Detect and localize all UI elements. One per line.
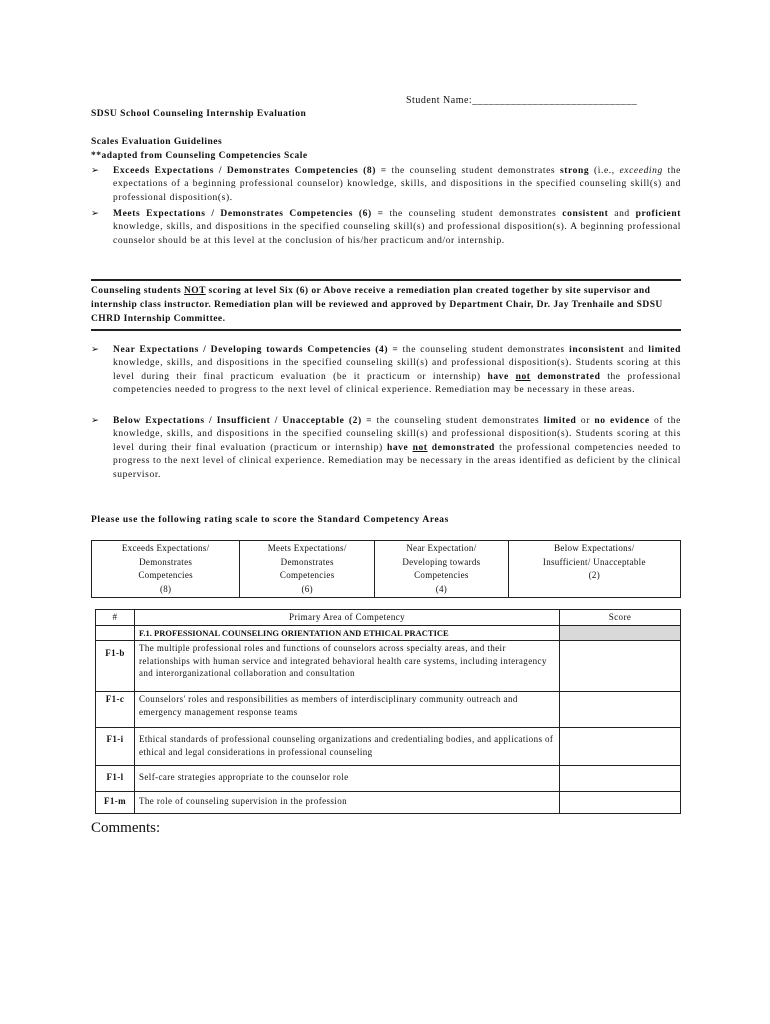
- scale-meets-l1: Meets Expectations/: [267, 543, 347, 553]
- near-text-2: and: [624, 345, 649, 355]
- row-id: F1-i: [96, 728, 135, 766]
- section-title-text: F.1. PROFESSIONAL COUNSELING ORIENTATION AND ETHICAL PRACTICE: [139, 627, 449, 638]
- scale-below-l2: Insufficient/ Unacceptable: [542, 556, 646, 567]
- row-id: F1-l: [96, 766, 135, 792]
- scale-exceeds-l3: Competencies: [138, 570, 193, 580]
- scale-meets-l4: (6): [301, 583, 313, 594]
- meets-consistent: consistent: [562, 209, 609, 219]
- near-demonstrated: demonstrated: [530, 371, 601, 382]
- near-have: have: [487, 371, 516, 382]
- remediation-notice: [91, 279, 681, 331]
- scale-below-l1: Below Expectations/: [554, 543, 635, 553]
- exceeds-text-1: the counseling student demonstrates: [386, 166, 560, 176]
- rating-scale-table: [91, 540, 681, 598]
- score-cell-f1i[interactable]: [560, 728, 681, 766]
- section-title: [135, 625, 560, 641]
- scale-exceeds-l2: Demonstrates: [139, 556, 193, 567]
- row-id: F1-m: [96, 792, 135, 814]
- near-not: not: [515, 371, 531, 382]
- meets-text-1: the counseling student demonstrates: [383, 209, 563, 219]
- scale-near-l2: Developing towards: [402, 556, 481, 567]
- col-header-area: Primary Area of Competency: [135, 610, 560, 626]
- below-text-4: the professional competencies needed to progress to the next level of clinical experience. Remediation may be necessary in the areas identified as deficient by the clinical supervisor.: [113, 442, 681, 480]
- scale-meets-l3: Competencies: [279, 570, 335, 580]
- score-cell-f1m[interactable]: [560, 792, 681, 814]
- scale-exceeds: [92, 541, 240, 598]
- notice-text-2: scoring at level Six (6) or Above receive a remediation plan created together by site supervisor and internship class instructor. Remediation plan will be reviewed and approved by Department Chair, Dr. Jay Trenhaile and SDSU CHRD Internship Committee.: [91, 286, 663, 324]
- scale-exceeds-l1: Exceeds Expectations/: [121, 543, 210, 553]
- score-cell-f1b[interactable]: [560, 641, 681, 692]
- table-row: [96, 728, 681, 766]
- score-cell-f1l[interactable]: [560, 766, 681, 792]
- row-text: The role of counseling supervision in the profession: [135, 792, 560, 814]
- exceeds-label: Exceeds Expectations / Demonstrates Competencies (8) =: [113, 166, 387, 176]
- scale-exceeds-l4: (8): [159, 583, 172, 594]
- col-header-id: #: [96, 610, 135, 626]
- below-have: have: [386, 442, 413, 453]
- scale-meets: [240, 541, 375, 598]
- below-text-2: or: [576, 416, 595, 426]
- bullet-meets: [91, 208, 681, 248]
- near-text-4: the professional competencies needed to progress to the next level of clinical experience. Remediation may be necessary in these areas.: [113, 371, 681, 396]
- scale-below-l3: (2): [588, 570, 601, 580]
- below-limited: limited: [543, 416, 577, 426]
- table-row: [96, 692, 681, 728]
- row-id: F1-b: [96, 641, 135, 692]
- score-cell-f1c[interactable]: [560, 692, 681, 728]
- arrow-bullet-icon: ➢: [91, 345, 100, 355]
- arrow-bullet-icon: ➢: [91, 416, 100, 426]
- near-inconsistent: inconsistent: [569, 345, 625, 355]
- comments-label: Comments:: [91, 820, 161, 836]
- below-text-1: the counseling student demonstrates: [372, 416, 544, 426]
- bullet-exceeds: [91, 165, 681, 205]
- row-id: F1-c: [96, 692, 135, 728]
- guidelines-heading: Scales Evaluation Guidelines: [91, 137, 223, 147]
- below-no-evidence: no evidence: [594, 416, 650, 426]
- near-text-1: the counseling student demonstrates: [398, 345, 570, 355]
- table-row: [96, 766, 681, 792]
- notice-text-1: Counseling students: [91, 286, 184, 296]
- below-label: Below Expectations / Insufficient / Unacceptable (2) =: [113, 416, 373, 426]
- scale-below: [508, 541, 680, 598]
- meets-proficient: proficient: [635, 209, 682, 219]
- section-id-cell: [96, 625, 135, 641]
- adapted-note: **adapted from Counseling Competencies Scale: [91, 151, 308, 161]
- notice-not: NOT: [183, 286, 206, 296]
- col-header-score: Score: [560, 610, 681, 626]
- below-demonstrated: demonstrated: [427, 442, 495, 453]
- exceeds-text-2: (i.e.,: [589, 166, 620, 176]
- arrow-bullet-icon: ➢: [91, 209, 100, 219]
- competency-table: [95, 609, 681, 814]
- row-text: Counselors' roles and responsibilities as members of interdisciplinary community outreach and emergency management response teams: [135, 692, 560, 728]
- exceeds-text-3: the expectations of a beginning professional counselor) knowledge, skills, and dispositions in the specified counseling skill(s) and professional disposition(s).: [113, 166, 682, 203]
- arrow-bullet-icon: ➢: [91, 166, 100, 176]
- below-not: not: [412, 442, 428, 453]
- meets-text-3: knowledge, skills, and dispositions in the specified counseling skill(s) and professional disposition(s). A beginning professional counselor should be at this level at the conclusion of his/her practicum and/or internship.: [113, 222, 681, 246]
- table-row: [96, 641, 681, 692]
- scale-near-l3: Competencies: [414, 570, 469, 580]
- row-text: Ethical standards of professional counseling organizations and credentialing bodies, and applications of ethical and legal considerations in professional counseling: [135, 728, 560, 766]
- table-row: [96, 792, 681, 814]
- bullet-below: [91, 415, 681, 482]
- row-text: Self-care strategies appropriate to the counselor role: [135, 766, 560, 792]
- scale-near-l4: (4): [435, 583, 448, 594]
- near-limited: limited: [648, 345, 681, 355]
- near-label: Near Expectations / Developing towards Competencies (4) =: [113, 345, 399, 355]
- meets-text-2: and: [608, 209, 636, 219]
- meets-label: Meets Expectations / Demonstrates Competencies (6) =: [113, 209, 384, 219]
- student-name-field: Student Name:______________________________: [406, 95, 638, 106]
- below-text-3: of the knowledge, skills, and dispositions in the specified counseling skill(s) and professional disposition(s). Students scoring at this level during their final evaluation (practicum or internship): [113, 416, 681, 453]
- rating-scale-heading: Please use the following rating scale to score the Standard Competency Areas: [91, 515, 449, 525]
- exceeds-italic: exceeding: [619, 166, 663, 176]
- scale-near: [375, 541, 509, 598]
- row-text: The multiple professional roles and functions of counselors across specialty areas, and their relationships with human service and integrated behavioral health care systems, including interagency and interorganizational collaboration and consultation: [135, 641, 560, 692]
- bullet-near: [91, 344, 681, 398]
- scale-meets-l2: Demonstrates: [280, 556, 334, 567]
- near-text-3: knowledge, skills, and dispositions in the specified counseling skill(s) and professional disposition(s). Students scoring at this level during their final practicum evaluation (be it practicum or internship): [113, 358, 681, 382]
- scale-near-l1: Near Expectation/: [406, 543, 477, 553]
- exceeds-strong: strong: [559, 166, 590, 176]
- document-title: SDSU School Counseling Internship Evaluation: [91, 109, 307, 119]
- section-score-cell: [560, 625, 681, 641]
